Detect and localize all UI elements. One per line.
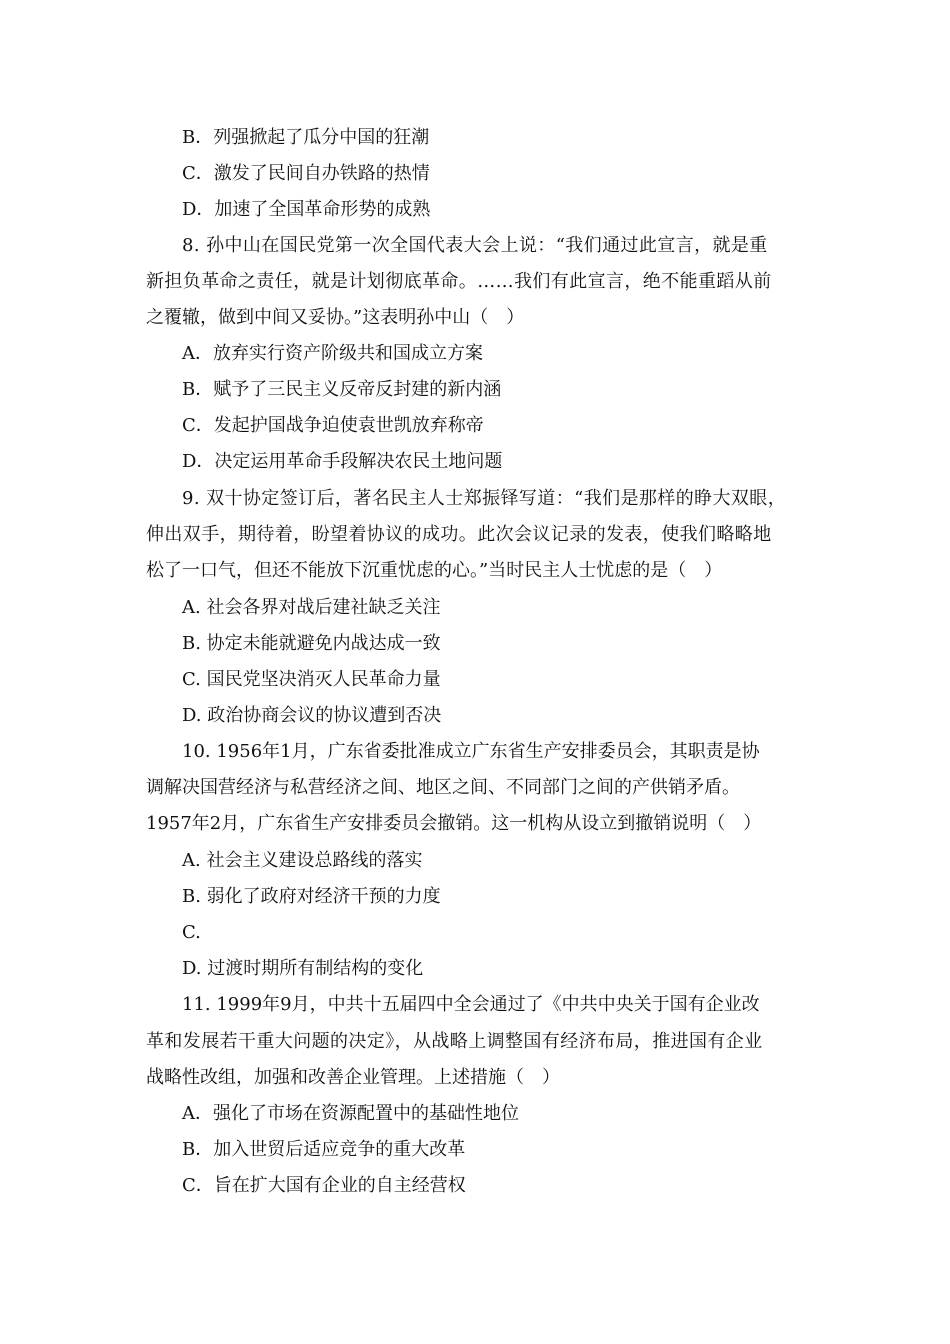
q7-option-d: D．加速了全国革命形势的成熟 bbox=[182, 199, 431, 220]
q8-stem-line-1: 8. 孙中山在国民党第一次全国代表大会上说：“我们通过此宣言，就是重 bbox=[182, 235, 768, 256]
q7-option-c: C．激发了民间自办铁路的热情 bbox=[182, 163, 430, 184]
q10-option-b: B. 弱化了政府对经济干预的力度 bbox=[182, 886, 441, 907]
q10-option-a: A. 社会主义建设总路线的落实 bbox=[182, 850, 423, 871]
q8-option-a: A．放弃实行资产阶级共和国成立方案 bbox=[182, 343, 483, 364]
q8-stem-line-2: 新担负革命之责任，就是计划彻底革命。……我们有此宣言，绝不能重蹈从前 bbox=[146, 271, 772, 292]
q10-option-c: C. bbox=[182, 922, 201, 943]
q10-stem-line-2: 调解决国营经济与私营经济之间、地区之间、不同部门之间的产供销矛盾。 bbox=[146, 777, 740, 798]
q9-option-d: D. 政治协商会议的协议遭到否决 bbox=[182, 705, 442, 726]
q9-option-c: C. 国民党坚决消灭人民革命力量 bbox=[182, 669, 441, 690]
q7-option-b: B．列强掀起了瓜分中国的狂潮 bbox=[182, 127, 430, 148]
q9-stem-line-2: 伸出双手，期待着，盼望着协议的成功。此次会议记录的发表，使我们略略地 bbox=[146, 524, 772, 545]
q11-stem-line-3: 战略性改组，加强和改善企业管理。上述措施（ ） bbox=[146, 1067, 560, 1088]
q9-option-b: B. 协定未能就避免内战达成一致 bbox=[182, 633, 441, 654]
q8-option-c: C．发起护国战争迫使袁世凯放弃称帝 bbox=[182, 415, 484, 436]
q8-option-b: B．赋予了三民主义反帝反封建的新内涵 bbox=[182, 379, 502, 400]
q11-option-a: A．强化了市场在资源配置中的基础性地位 bbox=[182, 1103, 519, 1124]
q10-option-d: D. 过渡时期所有制结构的变化 bbox=[182, 958, 424, 979]
q11-stem-line-1: 11. 1999年9月，中共十五届四中全会通过了《中共中央关于国有企业改 bbox=[182, 994, 760, 1015]
q9-stem-line-1: 9. 双十协定签订后，著名民主人士郑振铎写道：“我们是那样的睁大双眼， bbox=[182, 488, 787, 509]
q9-stem-line-3: 松了一口气，但还不能放下沉重忧虑的心。”当时民主人士忧虑的是（ ） bbox=[146, 560, 723, 581]
q8-option-d: D．决定运用革命手段解决农民土地问题 bbox=[182, 451, 503, 472]
q11-stem-line-2: 革和发展若干重大问题的决定》，从战略上调整国有经济布局，推进国有企业 bbox=[146, 1031, 763, 1052]
q11-option-b: B．加入世贸后适应竞争的重大改革 bbox=[182, 1139, 466, 1160]
q8-stem-line-3: 之覆辙，做到中间又妥协。”这表明孙中山（ ） bbox=[146, 307, 525, 328]
q10-stem-line-1: 10. 1956年1月，广东省委批准成立广东省生产安排委员会，其职责是协 bbox=[182, 741, 760, 762]
q11-option-c: C．旨在扩大国有企业的自主经营权 bbox=[182, 1175, 466, 1196]
q9-option-a: A. 社会各界对战后建社缺乏关注 bbox=[182, 597, 441, 618]
q10-stem-line-3: 1957年2月，广东省生产安排委员会撤销。这一机构从设立到撤销说明（ ） bbox=[146, 813, 762, 834]
